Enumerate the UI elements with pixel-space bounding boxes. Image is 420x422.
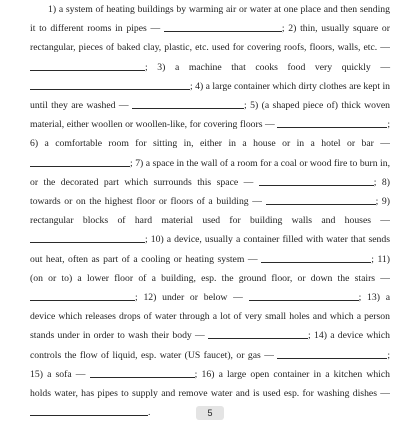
definition-14: 14) a device which controls the flow of liquid, esp. water (US faucet), or gas — — [30, 330, 390, 361]
answer-blank-12[interactable] — [249, 290, 359, 301]
definition-7: 7) a space in the wall of a room for a coal or wood fire to burn in, or the decorated part which surrounds this space — — [30, 157, 391, 188]
definition-10: 10) a device, usually a container filled with water that sends out heat, often as part of a cooling or heating system — — [30, 234, 390, 265]
page-number: 5 — [196, 406, 224, 420]
definition-5: 5) (a shaped piece of) thick woven material, either woollen or woollen-like, for covering floors — — [30, 100, 390, 131]
answer-blank-8[interactable] — [266, 194, 376, 205]
answer-blank-3[interactable] — [30, 79, 190, 90]
answer-blank-9[interactable] — [30, 232, 145, 243]
answer-blank-10[interactable] — [261, 252, 371, 263]
definition-16: 16) a large open container in a kitchen which holds water, has pipes to supply and remove water and is used esp. for washing dishes — — [30, 368, 391, 400]
answer-blank-4[interactable] — [132, 98, 244, 109]
answer-blank-7[interactable] — [259, 175, 374, 186]
answer-blank-5[interactable] — [277, 117, 387, 128]
definition-13: 13) a device which releases drops of water through a lot of very small holes and which a person stands under in order to wash their body — — [30, 292, 391, 342]
definition-2: 2) thin, usually square or rectangular, pieces of baked clay, plastic, etc. used for covering roofs, floors, walls, etc. — — [30, 23, 390, 54]
definition-6: 6) a comfortable room for sitting in, either in a house or in a hotel or bar — — [30, 138, 390, 150]
definition-15: 15) a sofa — — [30, 368, 86, 380]
answer-blank-15[interactable] — [90, 367, 195, 378]
answer-blank-2[interactable] — [30, 60, 145, 71]
definition-4: 4) a large container which dirty clothes are kept in until they are washed — — [30, 80, 391, 112]
definition-9: 9) rectangular blocks of hard material used for building walls and houses — — [30, 196, 390, 227]
answer-blank-14[interactable] — [277, 348, 387, 359]
definition-12: 12) under or below — — [143, 292, 243, 304]
definition-11: 11) (on or to) a lower floor of a building, esp. the ground floor, or down the stairs — — [30, 253, 391, 284]
definition-3: 3) a machine that cooks food very quickly — — [157, 61, 391, 73]
definition-1: 1) a system of heating buildings by warming air or water at one place and then sending it to different rooms in pipes — — [30, 4, 390, 35]
answer-blank-1[interactable] — [164, 21, 282, 32]
answer-blank-6[interactable] — [30, 156, 130, 167]
exercise-text: 1) a system of heating buildings by warming air or water at one place and then sending it to different rooms in pipes — ; 2) thin, usually square or rectangular, pieces of baked clay, plastic, etc. used for covering roofs, floors, walls, etc. — ; 3) a machine that cooks food very quickly — ; 4) a large container which dirty clothes are kept in until they are washed — ; 5) (a shaped piece of) thick woven material, either woollen or woollen-like, for covering floors — ; 6) a comfortable room for sitting in, either in a house or in a hotel or bar — ; 7) a space in the wall of a room for a coal or wood fire to burn in, or the decorated part which surrounds this space — ; 8) towards or on the highest floor or floors of a building — ; 9) rectangular blocks of hard material used for building walls and houses — ; 10) a device, usually a container filled with water that sends out heat, often as part of a cooling or heating system — ; 11) (on or to) a lower floor of a building, esp. the ground floor, or down the stairs — ; 12) under or below — ; 13) a device which releases drops of water through a lot of very small holes and which a person stands under in order to wash their body — ; 14) a device which controls the flow of liquid, esp. water (US faucet), or gas — ; 15) a sofa — ; 16) a large open container in a kitchen which holds water, has pipes to supply and remove water and is used esp. for washing dishes — . — [30, 4, 391, 419]
answer-blank-13[interactable] — [208, 328, 308, 339]
answer-blank-11[interactable] — [30, 290, 135, 301]
answer-blank-16[interactable] — [30, 405, 148, 416]
definition-8: 8) towards or on the highest floor or floors of a building — — [30, 176, 390, 208]
